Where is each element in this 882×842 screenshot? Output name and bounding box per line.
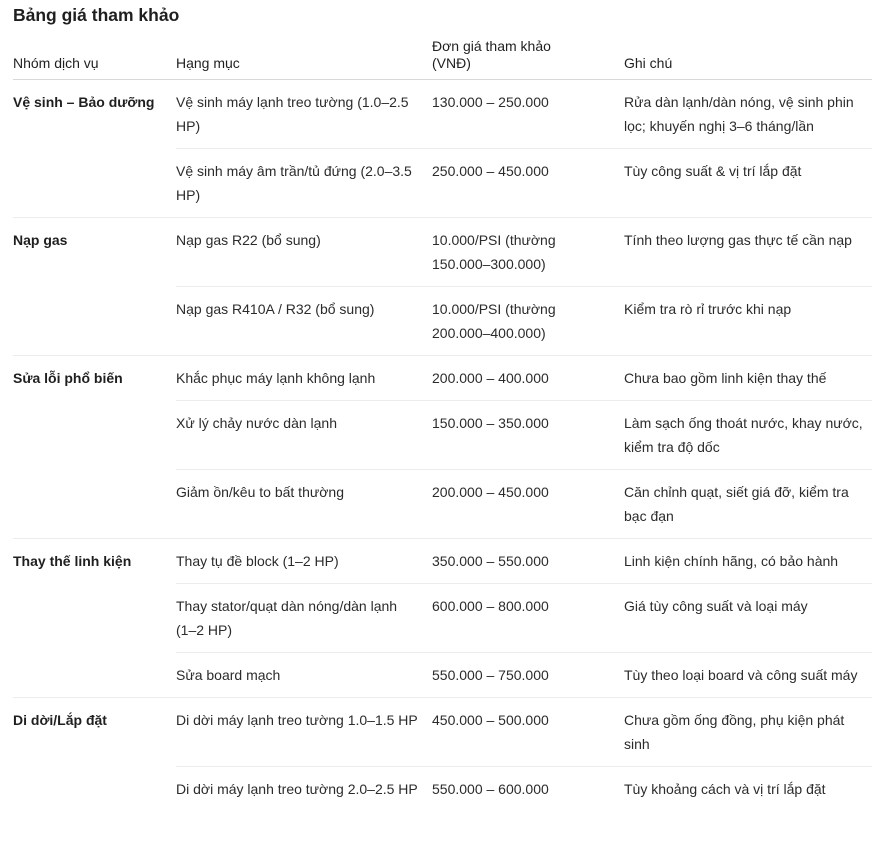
table-row — [13, 401, 872, 470]
header-price — [432, 38, 624, 80]
price-cell: 250.000 – 450.000 — [432, 149, 624, 218]
group-cell — [13, 149, 176, 218]
header-price-label: Đơn giá tham khảo (VNĐ) — [432, 38, 551, 71]
group-cell — [13, 767, 176, 812]
price-table — [13, 38, 872, 811]
note-cell: Tính theo lượng gas thực tế cần nạp — [624, 218, 872, 287]
note-cell: Kiểm tra rò rỉ trước khi nạp — [624, 287, 872, 356]
header-note: Ghi chú — [624, 38, 872, 80]
item-cell: Vệ sinh máy lạnh treo tường (1.0–2.5 HP) — [176, 80, 432, 149]
price-cell: 450.000 – 500.000 — [432, 698, 624, 767]
item-cell: Xử lý chảy nước dàn lạnh — [176, 401, 432, 470]
note-cell: Chưa gồm ống đồng, phụ kiện phát sinh — [624, 698, 872, 767]
price-cell: 550.000 – 600.000 — [432, 781, 549, 797]
table-row — [13, 218, 872, 287]
table-row — [13, 698, 872, 767]
price-cell: 130.000 – 250.000 — [432, 80, 624, 149]
table-row — [13, 584, 872, 653]
group-cell — [13, 584, 176, 653]
note-cell: Giá tùy công suất và loại máy — [624, 584, 872, 653]
price-cell: 10.000/PSI (thường 150.000–300.000) — [432, 218, 624, 287]
price-cell: 600.000 – 800.000 — [432, 584, 624, 653]
item-cell: Nạp gas R22 (bổ sung) — [176, 218, 432, 287]
table-header-row — [13, 38, 872, 80]
price-cell: 150.000 – 350.000 — [432, 401, 624, 470]
group-cell: Sửa lỗi phổ biến — [13, 370, 123, 386]
price-cell: 10.000/PSI (thường 200.000–400.000) — [432, 287, 624, 356]
item-cell: Thay stator/quạt dàn nóng/dàn lạnh (1–2 HP) — [176, 584, 432, 653]
note-cell: Linh kiện chính hãng, có bảo hành — [624, 539, 872, 584]
price-cell: 200.000 – 450.000 — [432, 470, 624, 539]
table-row — [13, 470, 872, 539]
note-cell: Tùy khoảng cách và vị trí lắp đặt — [624, 781, 826, 797]
note-cell: Căn chỉnh quạt, siết giá đỡ, kiểm tra bạc đạn — [624, 470, 872, 539]
price-cell: 550.000 – 750.000 — [432, 653, 624, 698]
item-cell: Giảm ồn/kêu to bất thường — [176, 470, 432, 539]
item-cell: Khắc phục máy lạnh không lạnh — [176, 356, 432, 401]
group-cell: Thay thế linh kiện — [13, 553, 132, 569]
price-cell: 200.000 – 400.000 — [432, 356, 624, 401]
note-cell: Tùy theo loại board và công suất máy — [624, 653, 872, 698]
group-cell: Di dời/Lắp đặt — [13, 712, 107, 728]
table-row — [13, 80, 872, 149]
table-row — [13, 653, 872, 698]
table-row — [13, 287, 872, 356]
note-cell: Rửa dàn lạnh/dàn nóng, vệ sinh phin lọc; khuyến nghị 3–6 tháng/lần — [624, 80, 872, 149]
price-cell: 350.000 – 550.000 — [432, 539, 624, 584]
item-cell: Thay tụ đề block (1–2 HP) — [176, 539, 432, 584]
item-cell: Di dời máy lạnh treo tường 2.0–2.5 HP — [176, 781, 418, 797]
table-row — [13, 767, 872, 812]
group-cell — [13, 653, 176, 698]
note-cell: Chưa bao gồm linh kiện thay thế — [624, 356, 872, 401]
item-cell: Vệ sinh máy âm trần/tủ đứng (2.0–3.5 HP) — [176, 149, 432, 218]
table-row — [13, 356, 872, 401]
note-cell: Tùy công suất & vị trí lắp đặt — [624, 149, 872, 218]
section-title: Bảng giá tham khảo — [13, 5, 180, 25]
group-cell: Nạp gas — [13, 232, 68, 248]
group-cell — [13, 287, 176, 356]
header-item: Hạng mục — [176, 38, 432, 80]
note-cell: Làm sạch ống thoát nước, khay nước, kiểm tra độ dốc — [624, 401, 872, 470]
header-service-group: Nhóm dịch vụ — [13, 38, 176, 80]
group-cell: Vệ sinh – Bảo dưỡng — [13, 94, 155, 110]
item-cell: Nạp gas R410A / R32 (bổ sung) — [176, 287, 432, 356]
table-row — [13, 539, 872, 584]
item-cell: Di dời máy lạnh treo tường 1.0–1.5 HP — [176, 698, 432, 767]
item-cell: Sửa board mạch — [176, 653, 432, 698]
table-row — [13, 149, 872, 218]
group-cell — [13, 401, 176, 470]
group-cell — [13, 470, 176, 539]
